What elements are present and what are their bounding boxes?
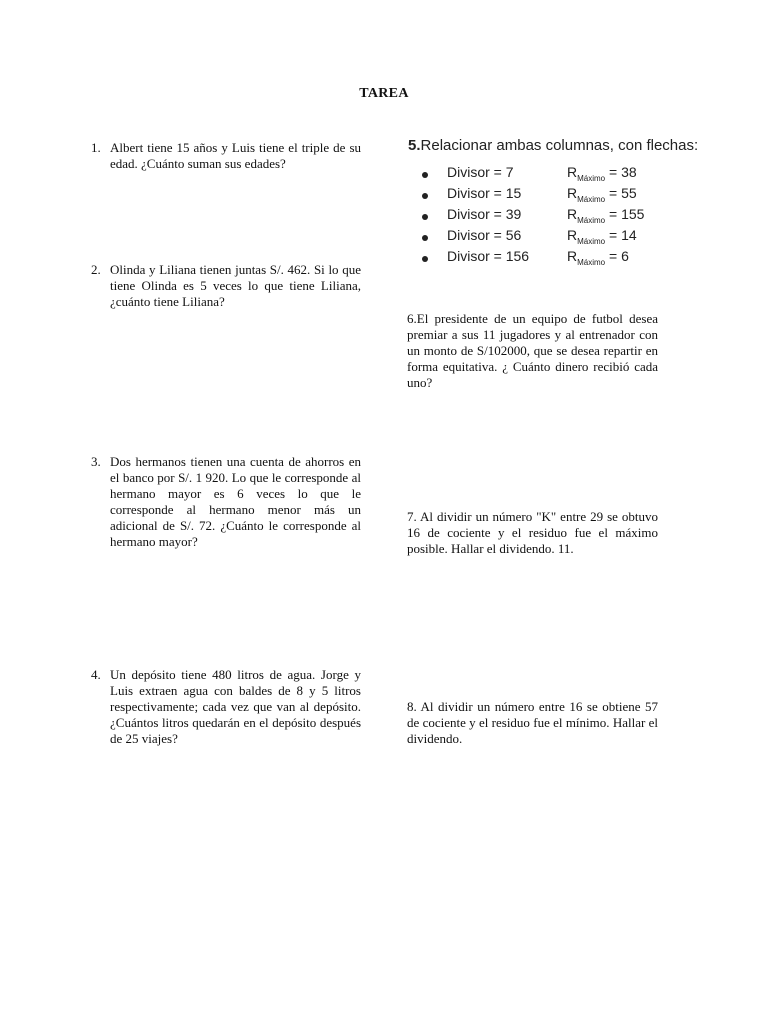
problem-5-matching	[408, 137, 699, 272]
problem-4	[91, 667, 361, 747]
divisor-label: Divisor = 156	[447, 248, 530, 264]
problem-5-heading	[408, 137, 698, 154]
problem-6	[407, 311, 658, 391]
r-subscript: Máximo	[577, 174, 606, 183]
problem-1-number: 1.	[91, 140, 101, 155]
r-symbol: R	[567, 206, 578, 222]
problem-6-text: 6.El presidente de un equipo de futbol desea premiar a sus 11 jugadores y al entrenador con un monto de S/102000, que se desea repartir en forma equitativa. ¿ Cuánto dinero recibió cada uno?	[407, 311, 658, 390]
matching-row	[408, 185, 678, 205]
problem-8-text: 8. Al dividir un número entre 16 se obtiene 57 de cociente y el residuo fue el mínimo. Hallar el dividendo.	[407, 699, 658, 746]
problem-2-text: Olinda y Liliana tienen juntas S/. 462. Si lo que tiene Olinda es 5 veces lo que tiene Liliana, ¿cuánto tiene Liliana?	[110, 262, 361, 309]
divisor-label: Divisor = 15	[447, 185, 522, 201]
bullet-icon	[422, 256, 428, 262]
r-value: = 155	[609, 206, 645, 222]
problem-7-text: 7. Al dividir un número "K" entre 29 se obtuvo 16 de cociente y el residuo fue el máximo posible. Hallar el dividendo. 11.	[407, 509, 658, 556]
problem-1	[91, 140, 361, 172]
r-subscript: Máximo	[577, 237, 606, 246]
bullet-icon	[422, 214, 428, 220]
problem-1-text: Albert tiene 15 años y Luis tiene el triple de su edad. ¿Cuánto suman sus edades?	[110, 140, 361, 171]
problem-5-number: 5.	[408, 137, 421, 154]
matching-row	[408, 227, 678, 247]
problem-5-heading-text: Relacionar ambas columnas, con flechas:	[420, 137, 699, 154]
r-subscript: Máximo	[577, 216, 606, 225]
problem-3	[91, 454, 361, 550]
matching-row	[408, 248, 678, 268]
problem-7	[407, 509, 658, 557]
max-remainder-label	[567, 164, 637, 183]
bullet-icon	[422, 193, 428, 199]
r-subscript: Máximo	[577, 258, 606, 267]
r-value: = 38	[609, 164, 637, 180]
page-title: TAREA	[359, 86, 409, 101]
r-subscript: Máximo	[577, 195, 606, 204]
max-remainder-label	[567, 227, 637, 246]
problem-2	[91, 262, 361, 310]
problem-4-text: Un depósito tiene 480 litros de agua. Jorge y Luis extraen agua con baldes de 8 y 5 litros respectivamente; cada vez que van al depósito. ¿Cuántos litros quedarán en el depósito después de 25 viajes?	[110, 667, 361, 746]
problem-3-text: Dos hermanos tienen una cuenta de ahorros en el banco por S/. 1 920. Lo que le corresponde al hermano mayor es 6 veces lo que le corresponde al hermano menor más un adicional de S/. 72. ¿Cuánto le corresponde al hermano mayor?	[110, 454, 361, 549]
r-value: = 14	[609, 227, 637, 243]
r-symbol: R	[567, 248, 578, 264]
r-symbol: R	[567, 164, 578, 180]
r-value: = 6	[609, 248, 629, 264]
divisor-label: Divisor = 7	[447, 164, 514, 180]
max-remainder-label	[567, 206, 645, 225]
divisor-label: Divisor = 39	[447, 206, 522, 222]
max-remainder-label	[567, 185, 637, 204]
bullet-icon	[422, 172, 428, 178]
max-remainder-label	[567, 248, 629, 267]
divisor-label: Divisor = 56	[447, 227, 522, 243]
r-symbol: R	[567, 185, 578, 201]
problem-3-number: 3.	[91, 454, 101, 469]
bullet-icon	[422, 235, 428, 241]
problem-2-number: 2.	[91, 262, 101, 277]
matching-row	[408, 206, 678, 226]
r-symbol: R	[567, 227, 578, 243]
matching-row	[408, 164, 678, 184]
problem-4-number: 4.	[91, 667, 101, 682]
r-value: = 55	[609, 185, 637, 201]
problem-8	[407, 699, 658, 747]
